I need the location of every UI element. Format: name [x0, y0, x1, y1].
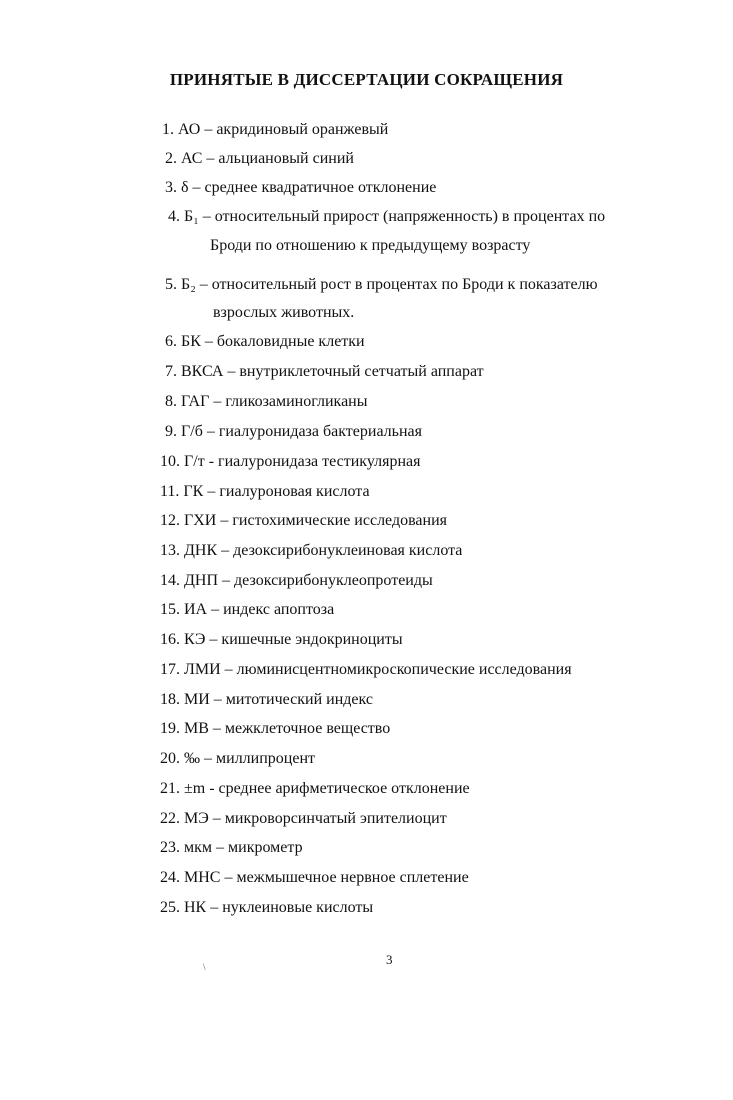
list-item: 10. Г/т - гиалуронидаза тестикулярная — [160, 453, 421, 470]
list-item: 19. МВ – межклеточное вещество — [160, 720, 391, 737]
list-item: 25. НК – нуклеиновые кислоты — [160, 899, 374, 916]
list-item: 24. МНС – межмышечное нервное сплетение — [160, 869, 469, 886]
list-item: 14. ДНП – дезоксирибонуклеопротеиды — [160, 572, 433, 589]
list-item: 3. δ – среднее квадратичное отклонение — [165, 179, 437, 196]
list-item: 20. ‰ – миллипроцент — [160, 750, 315, 767]
page-number: 3 — [386, 952, 393, 967]
list-item: 1. АО – акридиновый оранжевый — [162, 121, 389, 138]
list-item: 9. Г/б – гиалуронидаза бактериальная — [165, 423, 422, 440]
list-item: 23. мкм – микрометр — [160, 839, 303, 856]
list-item: 16. КЭ – кишечные эндокриноциты — [160, 631, 403, 648]
list-item: 12. ГХИ – гистохимические исследования — [160, 512, 448, 529]
list-item: 22. МЭ – микроворсинчатый эпителиоцит — [160, 810, 447, 827]
page-title: ПРИНЯТЫЕ В ДИССЕРТАЦИИ СОКРАЩЕНИЯ — [169, 70, 564, 89]
list-item: 8. ГАГ – гликозаминогликаны — [165, 393, 368, 410]
list-item: 21. ±m - среднее арифметическое отклонение — [160, 780, 470, 797]
list-item: 6. БК – бокаловидные клетки — [165, 333, 365, 350]
list-item: 5. Б₂ – относительный рост в процентах по Броди к показателю — [165, 276, 598, 293]
list-item: 2. АС – альциановый синий — [165, 150, 354, 167]
list-item: 7. ВКСА – внутриклеточный сетчатый аппарат — [165, 363, 484, 380]
stray-mark: \ — [203, 962, 206, 972]
list-item: 15. ИА – индекс апоптоза — [160, 601, 335, 618]
list-item-continuation: взрослых животных. — [213, 304, 355, 321]
list-item: 18. МИ – митотический индекс — [160, 691, 373, 708]
list-item: 11. ГК – гиалуроновая кислота — [160, 483, 370, 500]
list-item: 4. Б₁ – относительный прирост (напряженность) в процентах по — [168, 208, 606, 225]
list-item: 17. ЛМИ – люминисцентномикроскопические исследования — [160, 661, 572, 678]
list-item-continuation: Броди по отношению к предыдущему возрасту — [210, 237, 531, 254]
list-item: 13. ДНК – дезоксирибонуклеиновая кислота — [160, 542, 463, 559]
